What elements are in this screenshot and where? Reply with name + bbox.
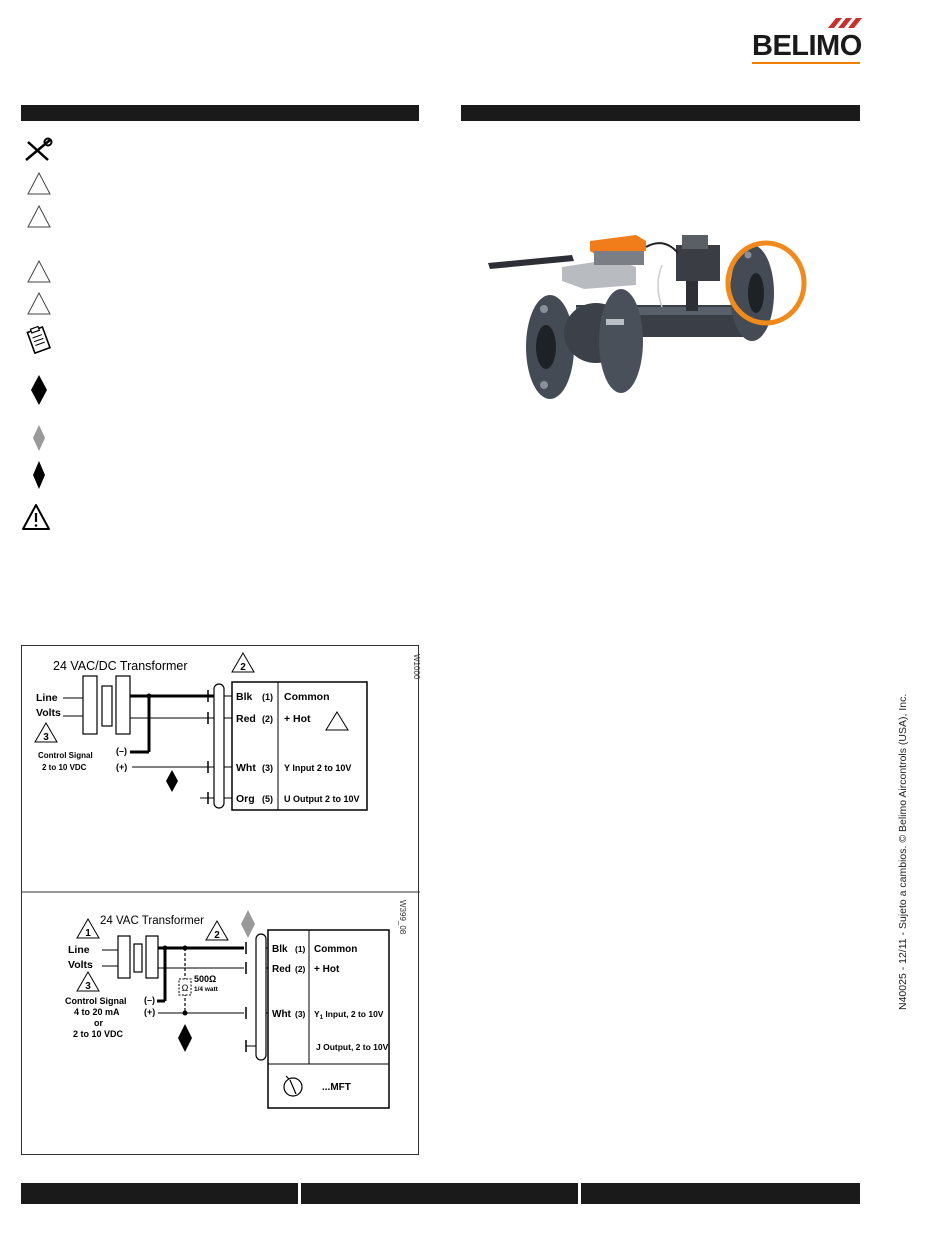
d1-diamond [166,770,178,792]
d2-wire3-func: $Y_1$ Input, 2 to 10V [314,1009,384,1021]
d1-wire3-func: Y Input 2 to 10V [284,763,352,773]
d1-wire4-func: U Output 2 to 10V [284,794,360,804]
d1-wire1-color: Blk [236,691,253,703]
d1-wire2-func: + Hot [284,713,311,725]
triangle-note-icon [22,290,56,320]
d1-control-signal: Control Signal [38,751,93,760]
d1-wire3-color: Wht [236,762,256,774]
black-diamond-icon [22,460,56,490]
logo-stripes [822,16,862,30]
d2-control-range1: 4 to 20 mA [74,1007,120,1017]
d2-wire1-color: Blk [272,944,288,955]
d2-note3: 3 [85,981,91,992]
black-diamond-icon [22,373,56,403]
d2-id: W399_08 [398,900,407,935]
d1-note3: 3 [43,732,49,743]
d2-primary-coil [118,936,130,978]
clipboard-icon [22,326,56,356]
d1-minus: (–) [116,746,127,756]
d2-control-or: or [94,1018,103,1028]
d2-minus: (–) [144,995,155,1005]
logo-underline [752,62,860,64]
d1-wire2-color: Red [236,713,256,725]
d2-wire3-num: (3) [295,1009,306,1019]
d1-plus: (+) [116,762,128,772]
d1-transformer-label: 24 VAC/DC Transformer [53,659,188,673]
d2-wire3-color: Wht [272,1009,291,1020]
gray-diamond-icon [22,423,56,453]
d2-mft-label: ...MFT [322,1082,351,1093]
d1-wire3-num: (3) [262,763,273,773]
d2-wire4-func: J Output, 2 to 10V [316,1042,389,1052]
sensor-module [676,245,720,281]
d1-line-label: Line [36,692,58,704]
d1-hot-note-triangle [326,712,348,730]
d2-wire2-num: (2) [295,964,306,974]
tools-icon [22,136,56,166]
d2-black-diamond [178,1024,192,1052]
d2-control-range2: 2 to 10 VDC [73,1029,124,1039]
d1-wire4-color: Org [236,793,255,805]
d2-resistor-watt: 1/4 watt [194,986,218,993]
d1-core [102,686,112,726]
d2-wire1-func: Common [314,944,358,955]
diagram-1 [35,653,421,810]
d2-resistor-value: 500Ω [194,974,217,984]
wiring-diagrams [21,645,419,1155]
d2-transformer-label: 24 VAC Transformer [100,915,204,927]
d1-note2: 2 [240,662,246,673]
d2-wire1-num: (1) [295,944,306,954]
diagram-2 [65,900,407,1108]
wiring-diagrams-canvas [22,646,420,1156]
d2-control-signal: Control Signal [65,996,127,1006]
d2-plus: (+) [144,1007,156,1017]
right-section-header-bar [461,105,860,121]
d1-volts-label: Volts [36,707,61,719]
d1-wire1-func: Common [284,691,330,703]
d1-primary-coil [83,676,97,734]
d1-id: W1000 [412,654,421,680]
left-section-header-bar [21,105,419,121]
footer-bar-3 [581,1183,860,1204]
d2-gray-diamond [241,910,255,938]
d2-secondary-coil [146,936,158,978]
d2-note2: 2 [214,930,220,941]
valve-product-photo [486,225,816,400]
d1-wire2-num: (2) [262,714,273,724]
triangle-note-icon [22,203,56,233]
d2-volts-label: Volts [68,959,93,971]
d1-wire1-num: (1) [262,692,273,702]
warning-triangle-icon [22,503,56,533]
belimo-logo [752,16,862,66]
d2-note1: 1 [85,928,91,939]
triangle-note-icon [22,258,56,288]
d2-wire2-color: Red [272,964,291,975]
side-note: N40025 - 12/11 - Sujeto a cambios. © Belimo Aircontrols (USA), Inc. [897,693,909,1010]
manual-override-handle [488,255,574,269]
d1-wire4-num: (5) [262,794,273,804]
triangle-note-icon [22,170,56,200]
d2-wire2-func: + Hot [314,964,340,975]
logo-text: BELIMO [752,30,862,62]
d2-line-label: Line [68,944,90,956]
footer-bar-2 [301,1183,578,1204]
d2-core [134,944,142,972]
d1-control-range: 2 to 10 VDC [42,763,87,772]
footer-bar-1 [21,1183,298,1204]
d1-cable [214,684,224,808]
d2-cable [256,934,266,1060]
d1-secondary-coil [116,676,130,734]
d2-ohm: Ω [181,983,189,993]
